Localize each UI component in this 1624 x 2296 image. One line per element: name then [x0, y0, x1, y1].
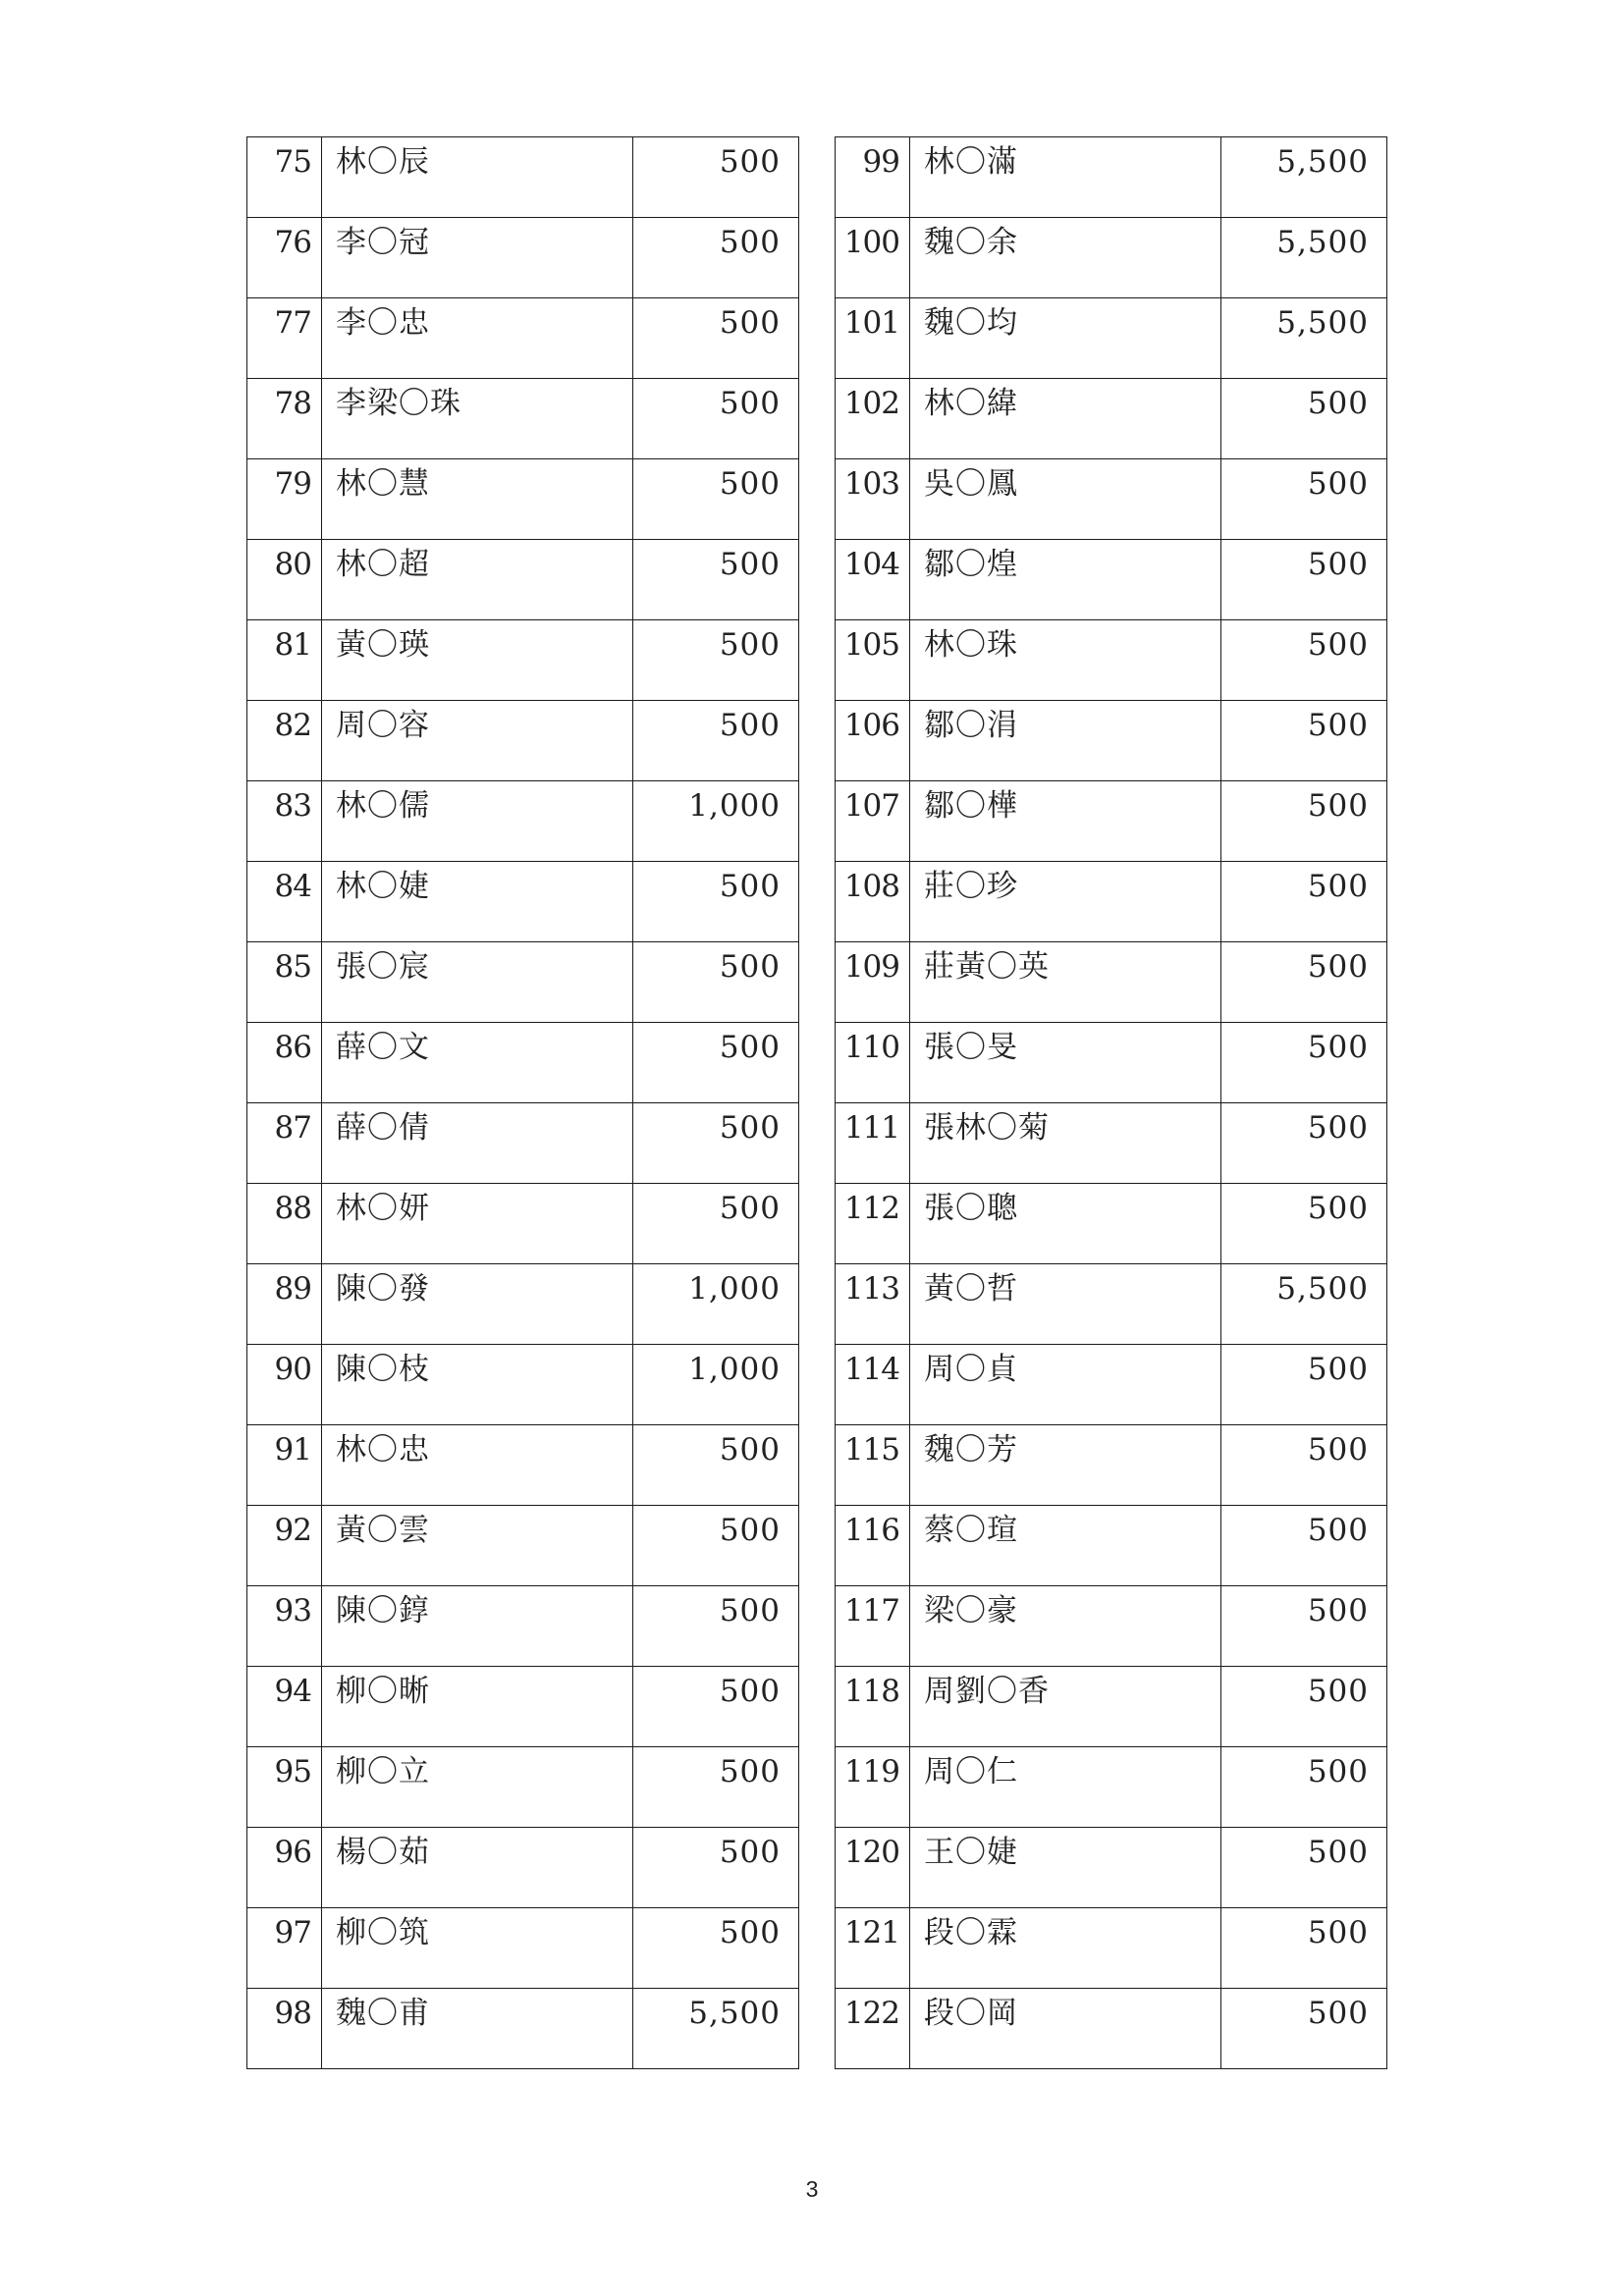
table-row [836, 1908, 1387, 1989]
table-row [247, 298, 799, 379]
donation-amount: 500 [1221, 1103, 1387, 1184]
donation-amount: 500 [1221, 620, 1387, 701]
donation-amount: 500 [1221, 379, 1387, 459]
donor-name: 薛〇文 [322, 1023, 633, 1103]
donor-name: 林〇緯 [910, 379, 1221, 459]
donor-name: 陳〇發 [322, 1264, 633, 1345]
donation-amount: 5,500 [1221, 298, 1387, 379]
donor-name: 魏〇甫 [322, 1989, 633, 2069]
page-number: 3 [805, 2176, 819, 2202]
table-row [247, 540, 799, 620]
row-number: 83 [247, 781, 322, 862]
table-row [836, 942, 1387, 1023]
donor-name: 張〇旻 [910, 1023, 1221, 1103]
donor-name: 張林〇菊 [910, 1103, 1221, 1184]
table-row [247, 218, 799, 298]
donor-name: 薛〇倩 [322, 1103, 633, 1184]
table-row [836, 1425, 1387, 1506]
donation-amount: 500 [1221, 1184, 1387, 1264]
donation-amount: 500 [633, 1667, 799, 1747]
donation-amount: 500 [1221, 1023, 1387, 1103]
row-number: 103 [836, 459, 910, 540]
donor-name: 林〇辰 [322, 137, 633, 218]
donation-amount: 500 [633, 701, 799, 781]
row-number: 117 [836, 1586, 910, 1667]
donor-name: 柳〇筑 [322, 1908, 633, 1989]
row-number: 105 [836, 620, 910, 701]
donation-amount: 500 [633, 1747, 799, 1828]
table-row [247, 1345, 799, 1425]
donor-name: 林〇超 [322, 540, 633, 620]
row-number: 114 [836, 1345, 910, 1425]
table-row [836, 298, 1387, 379]
donor-name: 蔡〇瑄 [910, 1506, 1221, 1586]
table-row [247, 1989, 799, 2069]
row-number: 113 [836, 1264, 910, 1345]
donation-amount: 500 [633, 540, 799, 620]
donation-amount: 500 [1221, 1667, 1387, 1747]
donation-amount: 500 [633, 1506, 799, 1586]
donation-amount: 500 [1221, 1345, 1387, 1425]
donor-name: 梁〇豪 [910, 1586, 1221, 1667]
donation-amount: 5,500 [1221, 218, 1387, 298]
table-row [247, 137, 799, 218]
donation-amount: 1,000 [633, 781, 799, 862]
donor-name: 周劉〇香 [910, 1667, 1221, 1747]
donation-amount: 500 [633, 1425, 799, 1506]
row-number: 75 [247, 137, 322, 218]
donation-amount: 500 [1221, 1828, 1387, 1908]
table-row [836, 1264, 1387, 1345]
table-row [836, 1103, 1387, 1184]
row-number: 89 [247, 1264, 322, 1345]
table-row [247, 1184, 799, 1264]
table-row [836, 862, 1387, 942]
donor-name: 楊〇茹 [322, 1828, 633, 1908]
donor-name: 張〇宸 [322, 942, 633, 1023]
donor-name: 莊黃〇英 [910, 942, 1221, 1023]
row-number: 78 [247, 379, 322, 459]
table-row [836, 540, 1387, 620]
row-number: 102 [836, 379, 910, 459]
row-number: 116 [836, 1506, 910, 1586]
row-number: 79 [247, 459, 322, 540]
table-row [247, 379, 799, 459]
donation-amount: 500 [633, 862, 799, 942]
row-number: 92 [247, 1506, 322, 1586]
row-number: 96 [247, 1828, 322, 1908]
donor-name: 周〇仁 [910, 1747, 1221, 1828]
table-row [247, 1425, 799, 1506]
row-number: 82 [247, 701, 322, 781]
donation-amount: 500 [633, 1908, 799, 1989]
donation-amount: 500 [1221, 1747, 1387, 1828]
row-number: 104 [836, 540, 910, 620]
donation-amount: 500 [633, 1586, 799, 1667]
donation-amount: 500 [633, 379, 799, 459]
table-row [836, 1506, 1387, 1586]
donor-name: 王〇婕 [910, 1828, 1221, 1908]
table-row [836, 1989, 1387, 2069]
row-number: 91 [247, 1425, 322, 1506]
donor-name: 林〇婕 [322, 862, 633, 942]
donor-name: 李〇冠 [322, 218, 633, 298]
row-number: 84 [247, 862, 322, 942]
table-row [247, 862, 799, 942]
row-number: 99 [836, 137, 910, 218]
row-number: 94 [247, 1667, 322, 1747]
row-number: 110 [836, 1023, 910, 1103]
row-number: 101 [836, 298, 910, 379]
table-row [247, 942, 799, 1023]
row-number: 120 [836, 1828, 910, 1908]
row-number: 90 [247, 1345, 322, 1425]
table-row [836, 137, 1387, 218]
row-number: 109 [836, 942, 910, 1023]
donation-amount: 5,500 [1221, 1264, 1387, 1345]
donor-name: 李梁〇珠 [322, 379, 633, 459]
donation-amount: 1,000 [633, 1264, 799, 1345]
table-row [836, 1586, 1387, 1667]
donor-name: 柳〇晰 [322, 1667, 633, 1747]
table-row [247, 1667, 799, 1747]
donor-name: 鄒〇煌 [910, 540, 1221, 620]
donor-name: 柳〇立 [322, 1747, 633, 1828]
row-number: 81 [247, 620, 322, 701]
donor-name: 魏〇余 [910, 218, 1221, 298]
donation-amount: 500 [633, 459, 799, 540]
row-number: 108 [836, 862, 910, 942]
row-number: 87 [247, 1103, 322, 1184]
donation-amount: 500 [1221, 862, 1387, 942]
donation-amount: 500 [1221, 1425, 1387, 1506]
table-row [247, 620, 799, 701]
row-number: 88 [247, 1184, 322, 1264]
row-number: 106 [836, 701, 910, 781]
row-number: 93 [247, 1586, 322, 1667]
row-number: 85 [247, 942, 322, 1023]
donation-amount: 500 [633, 218, 799, 298]
donor-name: 林〇慧 [322, 459, 633, 540]
table-row [836, 1184, 1387, 1264]
donation-amount: 5,500 [1221, 137, 1387, 218]
donation-amount: 5,500 [633, 1989, 799, 2069]
donor-name: 李〇忠 [322, 298, 633, 379]
donor-name: 周〇容 [322, 701, 633, 781]
donor-name: 魏〇芳 [910, 1425, 1221, 1506]
donation-amount: 500 [1221, 1506, 1387, 1586]
row-number: 98 [247, 1989, 322, 2069]
donation-amount: 500 [633, 298, 799, 379]
donation-amount: 500 [633, 1828, 799, 1908]
donor-name: 林〇珠 [910, 620, 1221, 701]
row-number: 107 [836, 781, 910, 862]
donor-name: 鄒〇樺 [910, 781, 1221, 862]
donor-name: 張〇聰 [910, 1184, 1221, 1264]
table-row [247, 1264, 799, 1345]
row-number: 77 [247, 298, 322, 379]
row-number: 100 [836, 218, 910, 298]
donor-name: 鄒〇涓 [910, 701, 1221, 781]
donation-amount: 500 [1221, 540, 1387, 620]
row-number: 76 [247, 218, 322, 298]
table-row [247, 1103, 799, 1184]
row-number: 97 [247, 1908, 322, 1989]
donation-amount: 500 [1221, 942, 1387, 1023]
donor-name: 黃〇雲 [322, 1506, 633, 1586]
table-row [247, 1828, 799, 1908]
row-number: 86 [247, 1023, 322, 1103]
donor-table-left [246, 136, 799, 2069]
table-row [836, 459, 1387, 540]
row-number: 111 [836, 1103, 910, 1184]
table-row [836, 1667, 1387, 1747]
table-row [247, 1023, 799, 1103]
table-row [836, 379, 1387, 459]
donor-name: 段〇霖 [910, 1908, 1221, 1989]
donor-name: 段〇岡 [910, 1989, 1221, 2069]
row-number: 95 [247, 1747, 322, 1828]
donor-table-right [835, 136, 1387, 2069]
table-row [836, 1828, 1387, 1908]
donor-name: 周〇貞 [910, 1345, 1221, 1425]
row-number: 119 [836, 1747, 910, 1828]
donor-name: 陳〇錞 [322, 1586, 633, 1667]
donation-amount: 500 [633, 137, 799, 218]
donation-amount: 500 [1221, 1908, 1387, 1989]
row-number: 121 [836, 1908, 910, 1989]
donation-amount: 500 [1221, 459, 1387, 540]
table-row [836, 1023, 1387, 1103]
donor-name: 林〇妍 [322, 1184, 633, 1264]
table-row [836, 218, 1387, 298]
donor-name: 魏〇均 [910, 298, 1221, 379]
table-row [836, 701, 1387, 781]
table-row [836, 781, 1387, 862]
table-row [836, 1345, 1387, 1425]
donor-name: 莊〇珍 [910, 862, 1221, 942]
donation-amount: 1,000 [633, 1345, 799, 1425]
donation-amount: 500 [633, 942, 799, 1023]
donation-amount: 500 [1221, 781, 1387, 862]
donor-name: 林〇滿 [910, 137, 1221, 218]
donor-name: 林〇儒 [322, 781, 633, 862]
table-row [836, 1747, 1387, 1828]
donation-amount: 500 [1221, 1989, 1387, 2069]
donor-table-left-body [247, 137, 799, 2069]
table-row [247, 1747, 799, 1828]
row-number: 80 [247, 540, 322, 620]
table-row [247, 701, 799, 781]
table-row [247, 1908, 799, 1989]
donor-name: 黃〇哲 [910, 1264, 1221, 1345]
table-row [247, 781, 799, 862]
donor-table-right-body [836, 137, 1387, 2069]
donor-name: 林〇忠 [322, 1425, 633, 1506]
row-number: 122 [836, 1989, 910, 2069]
donor-name: 黃〇瑛 [322, 620, 633, 701]
donor-name: 陳〇枝 [322, 1345, 633, 1425]
row-number: 118 [836, 1667, 910, 1747]
donation-amount: 500 [633, 1103, 799, 1184]
table-row [247, 1586, 799, 1667]
table-row [836, 620, 1387, 701]
table-row [247, 1506, 799, 1586]
table-row [247, 459, 799, 540]
donation-amount: 500 [1221, 1586, 1387, 1667]
donation-amount: 500 [633, 620, 799, 701]
donation-amount: 500 [633, 1184, 799, 1264]
donor-name: 吳〇鳳 [910, 459, 1221, 540]
row-number: 112 [836, 1184, 910, 1264]
donation-amount: 500 [633, 1023, 799, 1103]
donation-amount: 500 [1221, 701, 1387, 781]
row-number: 115 [836, 1425, 910, 1506]
